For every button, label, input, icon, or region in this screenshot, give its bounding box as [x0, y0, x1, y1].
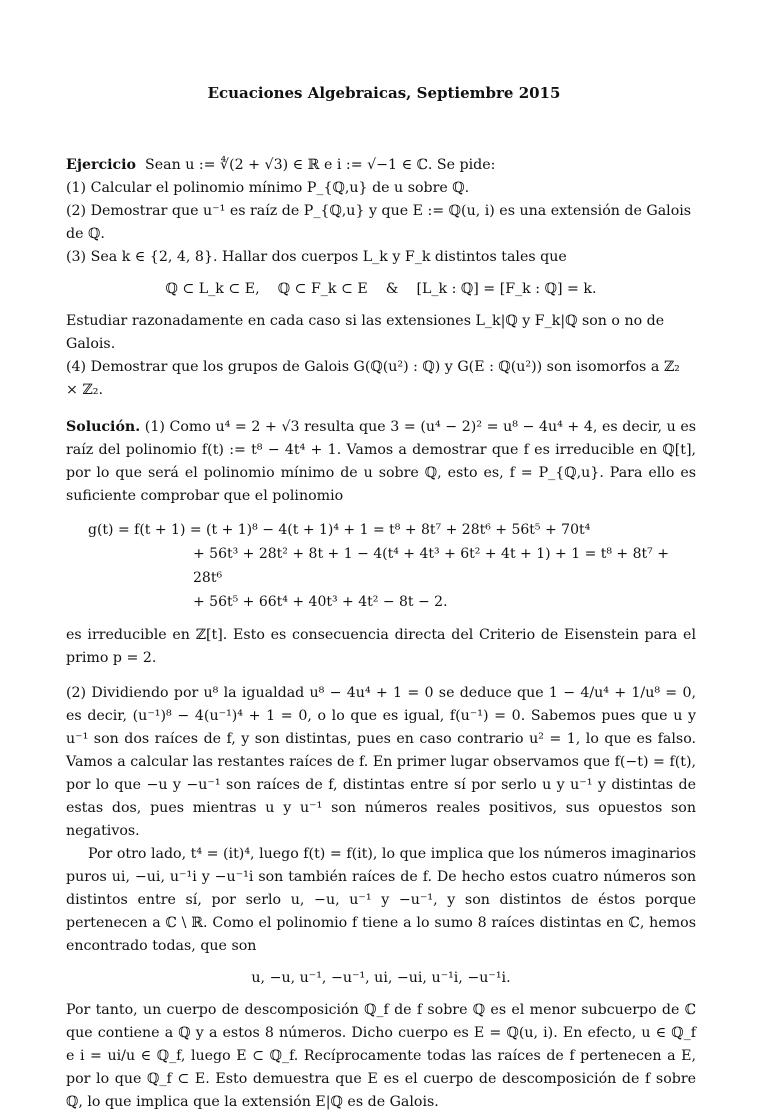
solution-paragraph-3: Por otro lado, t⁴ = (it)⁴, luego f(t) = f(it), lo que implica que los números imaginarios puros ui, −ui, u⁻¹i y −u⁻¹i son también raíces de f. De hecho estos cuatro números son distintos entre sí, por serlo u, −u, u⁻¹ y −u⁻¹, y son distintos de éstos porque pertenecen a ℂ \ ℝ. Como el polinomio f tiene a lo sumo 8 raíces distintas en ℂ, hemos encontrado todas, que son	[66, 846, 696, 954]
solution-paragraph-1	[66, 416, 696, 508]
polynomial-line-3: + 56t⁵ + 66t⁴ + 40t³ + 4t² − 8t − 2.	[193, 594, 448, 610]
polynomial-expansion	[88, 518, 696, 614]
solution-paragraph-4: Por tanto, un cuerpo de descomposición ℚ_f de f sobre ℚ es el menor subcuerpo de ℂ que contiene a ℚ y a estos 8 números. Dicho cuerpo es E = ℚ(u, i). En efecto, u ∈ ℚ_f e i = ui/u ∈ ℚ_f, luego E ⊂ ℚ_f. Recíprocamente todas las raíces de f pertenecen a E, por lo que ℚ_f ⊂ E. Esto demuestra que E es el cuerpo de descomposición de f sobre ℚ, lo que implica que la extensión E|ℚ es de Galois.	[66, 1002, 696, 1110]
exercise-heading: Ejercicio	[66, 157, 136, 173]
exercise-item-4: (4) Demostrar que los grupos de Galois G(ℚ(u²) : ℚ) y G(E : ℚ(u²)) son isomorfos a ℤ₂ × ℤ₂.	[66, 359, 680, 398]
solution-paragraph-1b: es irreducible en ℤ[t]. Esto es consecuencia directa del Criterio de Eisenstein para el primo p = 2.	[66, 627, 696, 666]
polynomial-line-1: g(t) = f(t + 1) = (t + 1)⁸ − 4(t + 1)⁴ + 1 = t⁸ + 8t⁷ + 28t⁶ + 56t⁵ + 70t⁴	[88, 522, 591, 538]
document-body	[66, 154, 696, 1114]
solution-paragraph-2: (2) Dividiendo por u⁸ la igualdad u⁸ − 4u⁴ + 1 = 0 se deduce que 1 − 4/u⁴ + 1/u⁸ = 0, es decir, (u⁻¹)⁸ − 4(u⁻¹)⁴ + 1 = 0, o lo que es igual, f(u⁻¹) = 0. Sabemos pues que u y u⁻¹ son dos raíces de f, y son distintas, pues en caso contrario u² = 1, lo que es falso. Vamos a calcular las restantes raíces de f. En primer lugar observamos que f(−t) = f(t), por lo que −u y −u⁻¹ son raíces de f, distintas entre sí por serlo u y u⁻¹ y distintas de estas dos, pues mientras u y u⁻¹ son números reales positivos, sus opuestos son negativos.	[66, 685, 696, 839]
exercise-item-2: (2) Demostrar que u⁻¹ es raíz de P_{ℚ,u} y que E := ℚ(u, i) es una extensión de Galois de ℚ.	[66, 203, 692, 242]
solution-heading: Solución.	[66, 419, 141, 435]
exercise-intro-text: Sean u := ∜(2 + √3) ∈ ℝ e i := √−1 ∈ ℂ. Se pide:	[145, 157, 496, 173]
solution-paragraph-1-text: (1) Como u⁴ = 2 + √3 resulta que 3 = (u⁴ − 2)² = u⁸ − 4u⁴ + 4, es decir, u es raíz del polinomio f(t) := t⁸ − 4t⁴ + 1. Vamos a demostrar que f es irreducible en ℚ[t], por lo que será el polinomio mínimo de u sobre ℚ, esto es, f = P_{ℚ,u}. Para ello es suficiente comprobar que el polinomio	[66, 419, 696, 504]
roots-display: u, −u, u⁻¹, −u⁻¹, ui, −ui, u⁻¹i, −u⁻¹i.	[251, 970, 511, 986]
exercise-display-3: ℚ ⊂ L_k ⊂ E, ℚ ⊂ F_k ⊂ E & [L_k : ℚ] = [F_k : ℚ] = k.	[165, 281, 597, 297]
page-title: Ecuaciones Algebraicas, Septiembre 2015	[207, 84, 561, 102]
exercise-item-1: (1) Calcular el polinomio mínimo P_{ℚ,u} de u sobre ℚ.	[66, 180, 470, 196]
exercise-intro	[66, 154, 696, 177]
exercise-study: Estudiar razonadamente en cada caso si las extensiones L_k|ℚ y F_k|ℚ son o no de Galois.	[66, 313, 665, 352]
polynomial-line-2: + 56t³ + 28t² + 8t + 1 − 4(t⁴ + 4t³ + 6t² + 4t + 1) + 1 = t⁸ + 8t⁷ + 28t⁶	[193, 546, 669, 586]
exercise-item-3: (3) Sea k ∈ {2, 4, 8}. Hallar dos cuerpos L_k y F_k distintos tales que	[66, 249, 567, 265]
